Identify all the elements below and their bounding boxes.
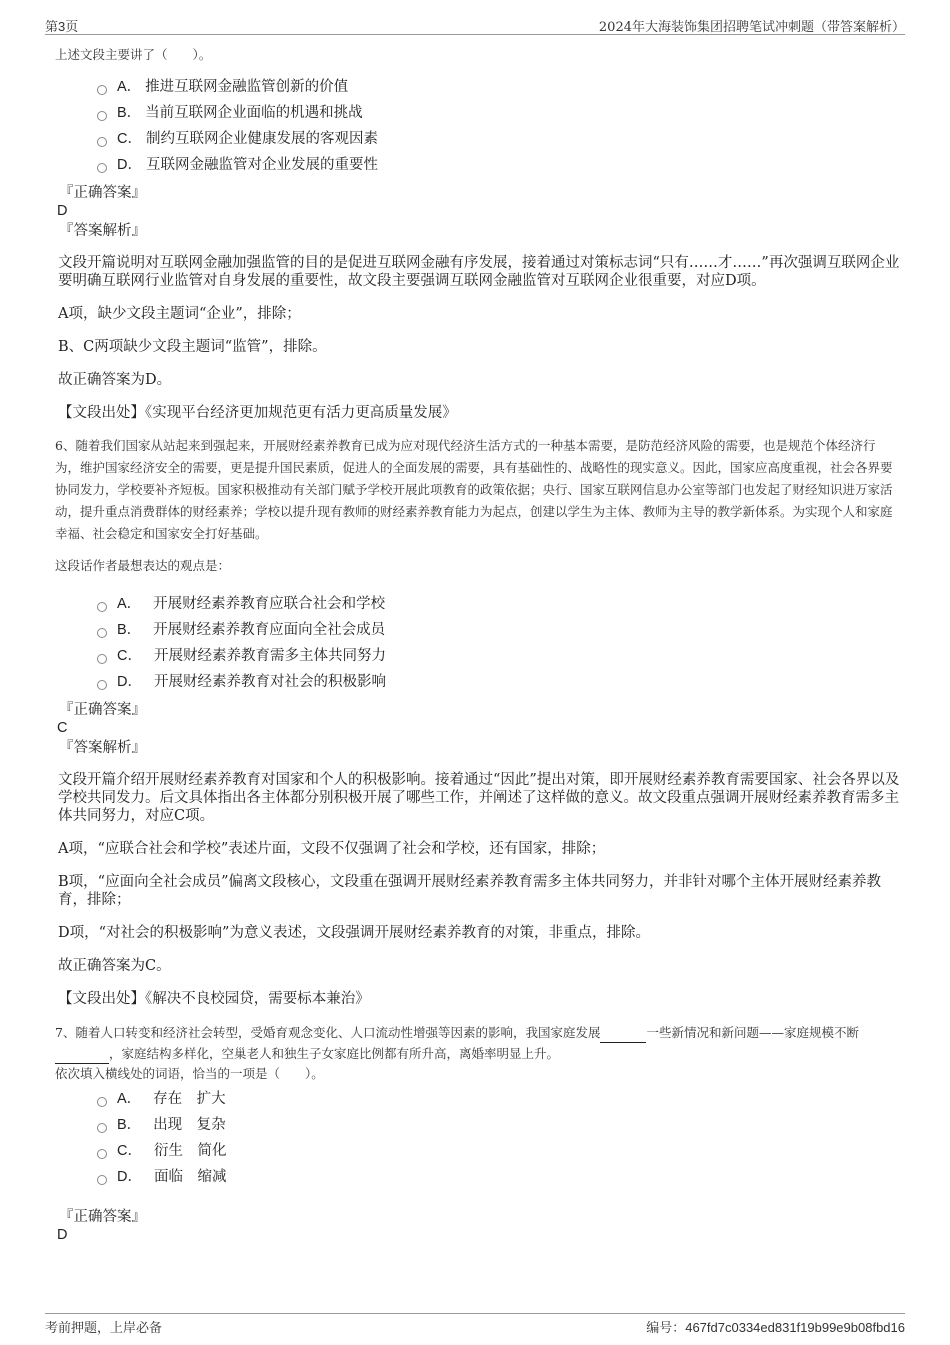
q5-answer-label: 『正确答案』 xyxy=(59,185,146,201)
q5-source: 【文段出处】《实现平台经济更加规范更有活力更高质量发展》 xyxy=(58,405,457,421)
radio-icon[interactable] xyxy=(97,680,107,690)
q5-option-d[interactable]: D． 互联网金融监管对企业发展的重要性 xyxy=(97,152,900,178)
radio-icon[interactable] xyxy=(97,85,107,95)
page-content xyxy=(55,44,900,1244)
q7-answer-label: 『正确答案』 xyxy=(59,1209,146,1225)
page-footer xyxy=(45,1313,905,1334)
q5-analysis-bc: B、C两项缺少文段主题词“监管”，排除。 xyxy=(58,339,327,355)
footer-slogan: 考前押题，上岸必备 xyxy=(45,1321,163,1336)
radio-icon[interactable] xyxy=(97,111,107,121)
q6-answer: C xyxy=(57,720,68,736)
radio-icon[interactable] xyxy=(97,1175,107,1185)
q7-option-b[interactable]: B． 出现 复杂 xyxy=(97,1112,900,1138)
q6-analysis-a: A项，“应联合社会和学校”表述片面，文段不仅强调了社会和学校，还有国家，排除； xyxy=(58,841,606,857)
q6-analysis-b: B项，“应面向全社会成员”偏离文段核心，文段重在强调开展财经素养教育需多主体共同努力，并非针对哪个主体开展财经素养教育，排除； xyxy=(58,874,881,908)
q7-option-d[interactable]: D． 面临 缩减 xyxy=(97,1164,900,1190)
fill-blank-1 xyxy=(600,1022,646,1043)
radio-icon[interactable] xyxy=(97,137,107,147)
q6-answer-label: 『正确答案』 xyxy=(59,702,146,718)
q5-options xyxy=(97,74,900,178)
q6-prompt: 这段话作者最想表达的观点是： xyxy=(55,558,231,573)
q5-option-a[interactable]: A． 推进互联网金融监管创新的价值 xyxy=(97,74,900,100)
q6-options xyxy=(97,591,900,695)
q6-analysis-d: D项，“对社会的积极影响”为意义表述，文段强调开展财经素养教育的对策，非重点，排除。 xyxy=(58,925,650,941)
q5-stem: 上述文段主要讲了（ ）。 xyxy=(55,47,212,62)
q6-option-c[interactable]: C． 开展财经素养教育需多主体共同努力 xyxy=(97,643,900,669)
page-header xyxy=(45,14,905,35)
document-code: 编号：467fd7c0334ed831f19b99e9b08fbd16 xyxy=(646,1320,905,1335)
q7-option-c[interactable]: C． 衍生 简化 xyxy=(97,1138,900,1164)
radio-icon[interactable] xyxy=(97,1097,107,1107)
q6-option-a[interactable]: A． 开展财经素养教育应联合社会和学校 xyxy=(97,591,900,617)
radio-icon[interactable] xyxy=(97,602,107,612)
q7-answer: D xyxy=(57,1227,68,1243)
q6-option-b[interactable]: B． 开展财经素养教育应面向全社会成员 xyxy=(97,617,900,643)
q7-prompt: 依次填入横线处的词语，恰当的一项是（ ）。 xyxy=(55,1066,324,1081)
q6-stem: 6、随着我们国家从站起来到强起来，开展财经素养教育已成为应对现代经济生活方式的一种基本需要，是防范经济风险的需要，也是规范个体经济行为，维护国家经济安全的需要，更是提升国民素质，促进人的全面发展的需要，具有基础性的、战略性的现实意义。因此，国家应高度重视，社会各界要协同发力，学校要补齐短板。国家积极推动有关部门赋予学校开展此项教育的政策依据；央行、国家互联网信息办公室等部门也发起了财经知识进万家活动，提升重点消费群体的财经素养；学校以提升现有教师的财经素养教育能力为起点，创建以学生为主体、教师为主导的教学新体系。为实现个人和家庭幸福、社会稳定和国家安全打好基础。 xyxy=(55,438,893,541)
radio-icon[interactable] xyxy=(97,1123,107,1133)
radio-icon[interactable] xyxy=(97,163,107,173)
radio-icon[interactable] xyxy=(97,1149,107,1159)
q6-analysis-label: 『答案解析』 xyxy=(59,740,146,756)
q6-source: 【文段出处】《解决不良校园贷，需要标本兼治》 xyxy=(58,991,370,1007)
fill-blank-2 xyxy=(55,1043,109,1064)
q6-conclusion: 故正确答案为C。 xyxy=(58,958,171,974)
q5-conclusion: 故正确答案为D。 xyxy=(58,372,172,388)
q6-analysis-main: 文段开篇介绍开展财经素养教育对国家和个人的积极影响。接着通过“因此”提出对策，即开展财经素养教育需要国家、社会各界以及学校共同发力。后文具体指出各主体都分别积极开展了哪些工作，并阐述了这样做的意义。故文段重点强调开展财经素养教育需多主体共同努力，对应C项。 xyxy=(58,772,900,824)
page-number: 第3页 xyxy=(45,19,79,34)
q7-options xyxy=(97,1086,900,1190)
q5-answer: D xyxy=(57,203,68,219)
q5-option-c[interactable]: C． 制约互联网企业健康发展的客观因素 xyxy=(97,126,900,152)
q5-analysis-label: 『答案解析』 xyxy=(59,223,146,239)
radio-icon[interactable] xyxy=(97,654,107,664)
q5-analysis-main: 文段开篇说明对互联网金融加强监管的目的是促进互联网金融有序发展，接着通过对策标志词“只有……才……”再次强调互联网企业要明确互联网行业监管对自身发展的重要性，故文段主要强调互联网金融监管对互联网企业很重要，对应D项。 xyxy=(58,255,900,289)
document-title: 2024年大海装饰集团招聘笔试冲刺题（带答案解析） xyxy=(598,20,905,35)
q7-option-a[interactable]: A． 存在 扩大 xyxy=(97,1086,900,1112)
q6-option-d[interactable]: D． 开展财经素养教育对社会的积极影响 xyxy=(97,669,900,695)
radio-icon[interactable] xyxy=(97,628,107,638)
q5-option-b[interactable]: B． 当前互联网企业面临的机遇和挑战 xyxy=(97,100,900,126)
q5-analysis-a: A项，缺少文段主题词“企业”，排除； xyxy=(58,306,301,322)
q7-stem: 7、随着人口转变和经济社会转型，受婚育观念变化、人口流动性增强等因素的影响，我国家庭发展 一些新情况和新问题——家庭规模不断，家庭结构多样化，空巢老人和独生子女家庭比例都有所升高，离婚率明显上升。 xyxy=(55,1022,900,1064)
